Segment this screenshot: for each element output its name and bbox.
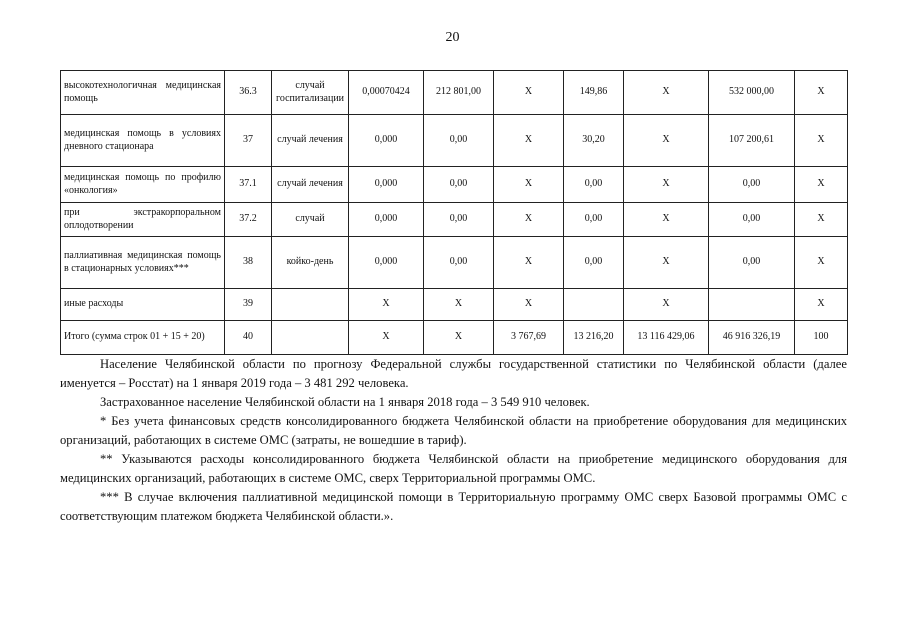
row-cell: Х bbox=[624, 203, 709, 237]
row-line-number: 40 bbox=[225, 321, 272, 355]
row-cell: Х bbox=[494, 237, 564, 289]
table-row bbox=[61, 237, 848, 289]
row-unit: случай лечения bbox=[272, 115, 349, 167]
row-cell: 0,000 bbox=[349, 237, 424, 289]
row-cell: 149,86 bbox=[564, 71, 624, 115]
row-cell: 100 bbox=[795, 321, 848, 355]
table-row bbox=[61, 71, 848, 115]
row-unit: случай госпитализации bbox=[272, 71, 349, 115]
row-line-number: 37.1 bbox=[225, 167, 272, 203]
budget-table bbox=[60, 70, 848, 355]
row-cell: 532 000,00 bbox=[709, 71, 795, 115]
row-cell: 0,00 bbox=[709, 167, 795, 203]
row-cell: 0,000 bbox=[349, 167, 424, 203]
row-cell: 0,000 bbox=[349, 115, 424, 167]
footnote-1: * Без учета финансовых средств консолидированного бюджета Челябинской области на приобретение оборудования для медицинских организаций, работающих в системе ОМС (затраты, не вошедшие в тариф). bbox=[60, 414, 847, 447]
row-cell bbox=[564, 289, 624, 321]
table-row bbox=[61, 115, 848, 167]
row-cell: Х bbox=[494, 167, 564, 203]
row-name: медицинская помощь по профилю «онкология» bbox=[61, 167, 225, 203]
row-cell: Х bbox=[795, 203, 848, 237]
table-row bbox=[61, 289, 848, 321]
row-unit: случай bbox=[272, 203, 349, 237]
row-name: при экстракорпоральном оплодотворении bbox=[61, 203, 225, 237]
row-name: медицинская помощь в условиях дневного стационара bbox=[61, 115, 225, 167]
footnote-2: ** Указываются расходы консолидированного бюджета Челябинской области на приобретение медицинского оборудования для медицинских организаций, работающих в системе ОМС, сверх Территориальной программы ОМС. bbox=[60, 452, 847, 485]
row-cell: 212 801,00 bbox=[424, 71, 494, 115]
row-unit bbox=[272, 321, 349, 355]
row-cell: Х bbox=[795, 167, 848, 203]
row-cell: 0,00 bbox=[564, 167, 624, 203]
row-cell: 0,00 bbox=[709, 203, 795, 237]
row-cell: 13 116 429,06 bbox=[624, 321, 709, 355]
row-cell: 0,00 bbox=[424, 115, 494, 167]
row-cell: 46 916 326,19 bbox=[709, 321, 795, 355]
row-cell: Х bbox=[349, 289, 424, 321]
footnotes bbox=[60, 355, 847, 526]
row-cell: 30,20 bbox=[564, 115, 624, 167]
row-line-number: 37.2 bbox=[225, 203, 272, 237]
table-row bbox=[61, 203, 848, 237]
row-cell: 0,000 bbox=[349, 203, 424, 237]
row-cell: Х bbox=[795, 115, 848, 167]
row-name: Итого (сумма строк 01 + 15 + 20) bbox=[61, 321, 225, 355]
row-cell: Х bbox=[424, 321, 494, 355]
row-cell: 0,00 bbox=[564, 237, 624, 289]
row-cell: 0,00 bbox=[564, 203, 624, 237]
insured-population-note: Застрахованное население Челябинской области на 1 января 2018 года – 3 549 910 человек. bbox=[100, 395, 590, 409]
row-cell: 13 216,20 bbox=[564, 321, 624, 355]
table-row-total bbox=[61, 321, 848, 355]
population-note: Население Челябинской области по прогнозу Федеральной службы государственной статистики по Челябинской области (далее именуется – Росстат) на 1 января 2019 года – 3 481 292 человека. bbox=[60, 357, 847, 390]
row-cell: Х bbox=[424, 289, 494, 321]
row-cell: Х bbox=[494, 203, 564, 237]
row-cell: Х bbox=[624, 289, 709, 321]
row-line-number: 39 bbox=[225, 289, 272, 321]
row-cell: 0,00070424 bbox=[349, 71, 424, 115]
row-cell: Х bbox=[624, 167, 709, 203]
row-cell: Х bbox=[795, 71, 848, 115]
row-line-number: 37 bbox=[225, 115, 272, 167]
row-cell: 3 767,69 bbox=[494, 321, 564, 355]
row-cell: 0,00 bbox=[424, 167, 494, 203]
row-cell: Х bbox=[349, 321, 424, 355]
row-cell: Х bbox=[795, 289, 848, 321]
row-name: паллиативная медицинская помощь в стационарных условиях*** bbox=[61, 237, 225, 289]
row-cell: Х bbox=[494, 289, 564, 321]
footnote-3: *** В случае включения паллиативной медицинской помощи в Территориальную программу ОМС сверх Базовой программы ОМС с соответствующим платежом бюджета Челябинской области.». bbox=[60, 490, 847, 523]
row-cell: 0,00 bbox=[424, 203, 494, 237]
row-line-number: 38 bbox=[225, 237, 272, 289]
row-cell: Х bbox=[624, 71, 709, 115]
row-cell: 0,00 bbox=[424, 237, 494, 289]
row-cell: 0,00 bbox=[709, 237, 795, 289]
row-unit: случай лечения bbox=[272, 167, 349, 203]
row-line-number: 36.3 bbox=[225, 71, 272, 115]
row-cell: Х bbox=[795, 237, 848, 289]
row-unit bbox=[272, 289, 349, 321]
row-name: высокотехнологичная медицинская помощь bbox=[61, 71, 225, 115]
row-cell: Х bbox=[624, 237, 709, 289]
row-unit: койко-день bbox=[272, 237, 349, 289]
table-row bbox=[61, 167, 848, 203]
row-cell: Х bbox=[624, 115, 709, 167]
row-cell: Х bbox=[494, 71, 564, 115]
row-cell: Х bbox=[494, 115, 564, 167]
row-cell bbox=[709, 289, 795, 321]
row-cell: 107 200,61 bbox=[709, 115, 795, 167]
page-number: 20 bbox=[445, 30, 460, 45]
row-name: иные расходы bbox=[61, 289, 225, 321]
